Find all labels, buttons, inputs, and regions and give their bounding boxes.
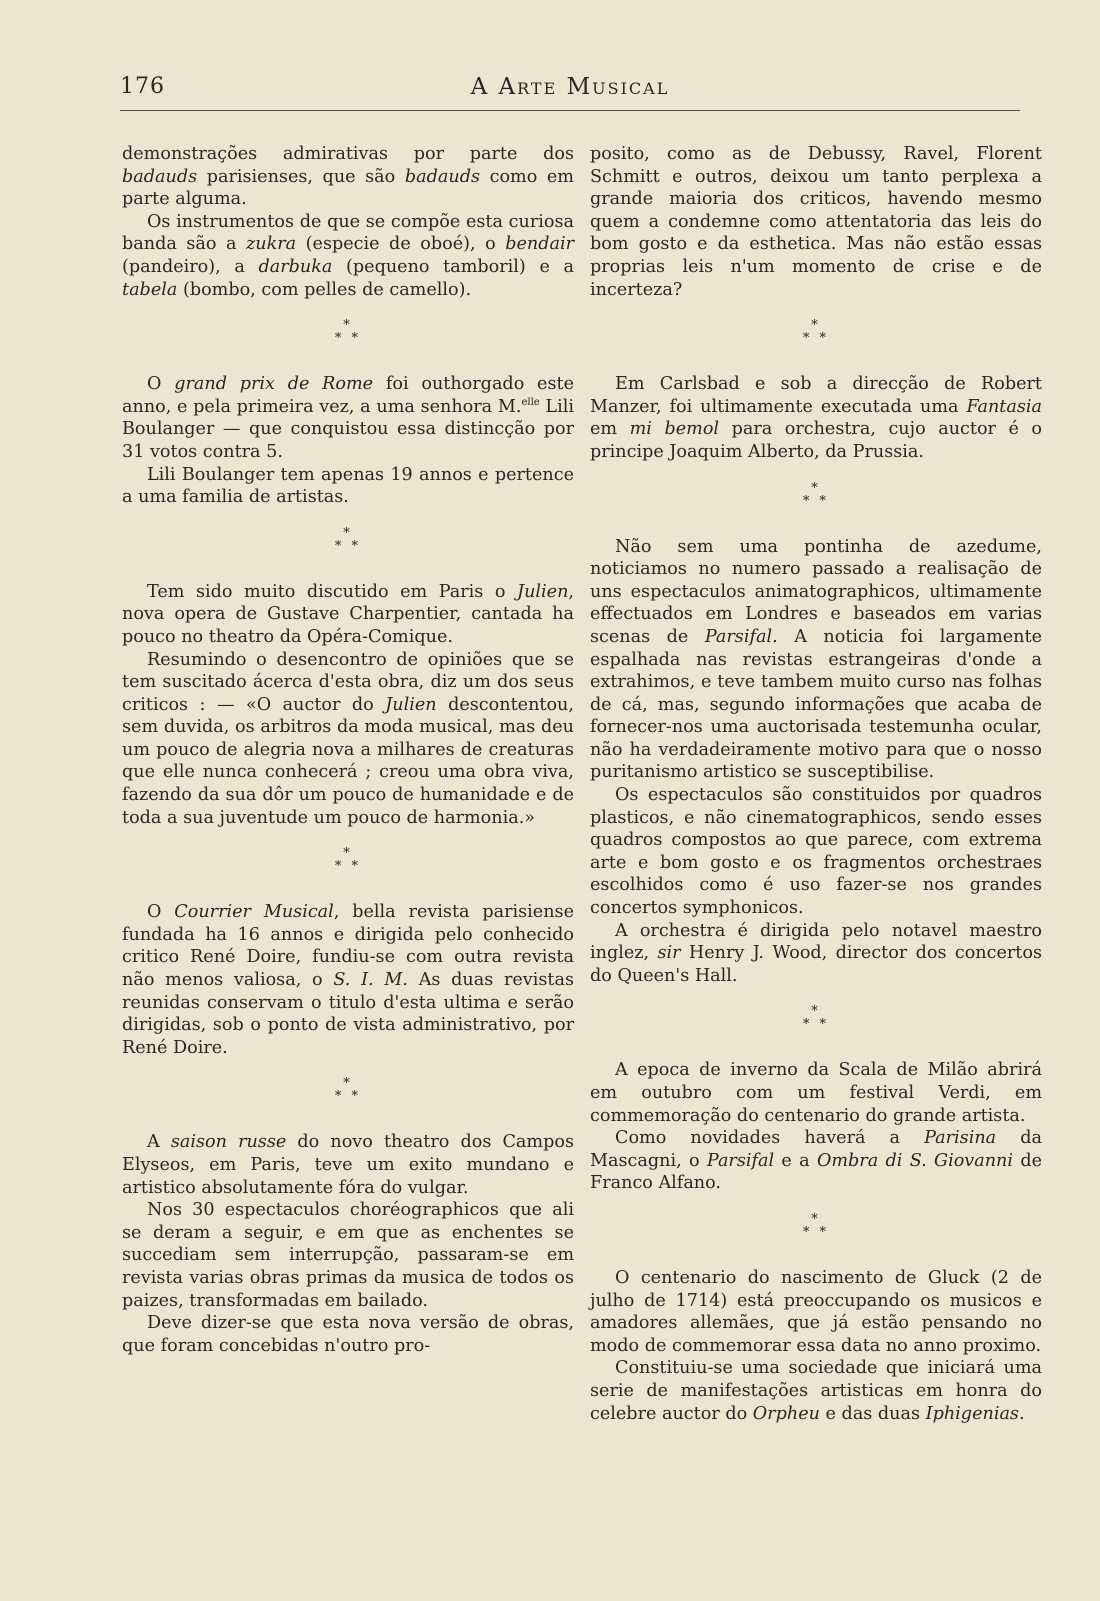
page-header: [120, 72, 1020, 112]
section-divider: * * *: [802, 318, 830, 347]
paragraph: posito, como as de Debussy, Ravel, Florent Schmitt e outros, deixou um tanto perplexa a grande maioria dos criticos, havendo mesmo quem a condemne como attentatoria das leis do bom gosto e da esthetica. Mas não estão essas proprias leis n'um momento de crise e de incerteza?: [590, 144, 1042, 300]
section-divider: * * *: [334, 525, 362, 554]
paragraph: Deve dizer-se que esta nova versão de obras, que foram concebidas n'outro pro-: [122, 1313, 574, 1356]
header-rule: [120, 110, 1020, 111]
page-number: 176: [120, 74, 165, 99]
journal-title: A Arte Musical: [470, 74, 670, 100]
paragraph: A orchestra é dirigida pelo notavel maestro inglez, sir Henry J. Wood, director dos concertos do Queen's Hall.: [590, 920, 1042, 986]
paragraph: O centenario do nascimento de Gluck (2 de julho de 1714) está preoccupando os musicos e amadores allemães, que já estão pensando no modo de commemorar essa data no anno proximo.: [590, 1267, 1042, 1356]
paragraph: O grand prix de Rome foi outhorgado este anno, e pela primeira vez, a uma senhora M.$^{elle}$ Lili Boulanger — que conquistou essa distincção por 31 votos contra 5.: [122, 374, 574, 462]
paragraph: A saison russe do novo theatro dos Campos Elyseos, em Paris, teve um exito mundano e artistico absolutamente fóra do vulgar.: [122, 1132, 574, 1198]
section-divider: * * *: [334, 846, 362, 875]
paragraph: Os instrumentos de que se compõe esta curiosa banda são a zukra (especie de oboé), o bendair (pandeiro), a darbuka (pequeno tamboril) e a tabela (bombo, com pelles de camello).: [122, 211, 574, 300]
paragraph: Como novidades haverá a Parisina da Mascagni, o Parsifal e a Ombra di S. Giovanni de Franco Alfano.: [590, 1128, 1042, 1194]
paragraph: Em Carlsbad e sob a direcção de Robert Manzer, foi ultimamente executada uma Fantasia em mi bemol para orchestra, cujo auctor é o principe Joaquim Alberto, da Prussia.: [590, 374, 1042, 462]
paragraph: Constituiu-se uma sociedade que iniciará uma serie de manifestações artisticas em honra do celebre auctor do Orpheu e das duas Iphigenias.: [590, 1358, 1042, 1424]
section-divider: * * *: [802, 480, 830, 509]
section-divider: * * *: [802, 1211, 830, 1240]
paragraph: Nos 30 espectaculos choréographicos que ali se deram a seguir, e em que as enchentes se succediam sem interrupção, passaram-se em revista varias obras primas da musica de todos os paizes, transformadas em bailado.: [122, 1200, 574, 1311]
paragraph: demonstrações admirativas por parte dos badauds parisienses, que são badauds como em parte alguma.: [122, 144, 574, 210]
left-column: [122, 143, 574, 1357]
paragraph: Lili Boulanger tem apenas 19 annos e pertence a uma familia de artistas.: [122, 464, 574, 508]
paragraph: Resumindo o desencontro de opiniões que se tem suscitado ácerca d'esta obra, diz um dos seus criticos : — «O auctor do Julien descontentou, sem duvida, os arbitros da moda musical, mas deu um pouco de alegria nova a milhares de creaturas que elle nunca conhecerá ; creou uma obra viva, fazendo da sua dôr um pouco de humanidade e de toda a sua juventude um pouco de harmonia.»: [122, 649, 574, 828]
section-divider: * * *: [802, 1004, 830, 1033]
paragraph: Tem sido muito discutido em Paris o Julien, nova opera de Gustave Charpentier, cantada ha pouco no theatro da Opéra-Comique.: [122, 581, 574, 647]
right-column: [590, 143, 1042, 1425]
paragraph: O Courrier Musical, bella revista parisiense fundada ha 16 annos e dirigida pelo conhecido critico René Doire, fundiu-se com outra revista não menos valiosa, o S. I. M. As duas revistas reunidas conservam o titulo d'esta ultima e serão dirigidas, sob o ponto de vista administrativo, por René Doire.: [122, 902, 574, 1058]
paragraph: Os espectaculos são constituidos por quadros plasticos, e não cinematographicos, sendo esses quadros compostos ao que parece, com extrema arte e bom gosto e os fragmentos orchestraes escolhidos como é uso fazer-se nos grandes concertos symphonicos.: [590, 785, 1042, 919]
paragraph: Não sem uma pontinha de azedume, noticiamos no numero passado a realisação de uns espectaculos animatographicos, ultimamente effectuados em Londres e baseados em varias scenas de Parsifal. A noticia foi largamente espalhada nas revistas estrangeiras d'onde a extrahimos, e teve tambem muito curso nas folhas de cá, mas, segundo informações que acaba de fornecer-nos uma auctorisada testemunha ocular, não ha verdadeiramente motivo para que o nosso puritanismo artistico se susceptibilise.: [590, 536, 1042, 783]
section-divider: * * *: [334, 318, 362, 347]
section-divider: * * *: [334, 1076, 362, 1105]
paragraph: A epoca de inverno da Scala de Milão abrirá em outubro com um festival Verdi, em commemoração do centenario do grande artista.: [590, 1060, 1042, 1126]
